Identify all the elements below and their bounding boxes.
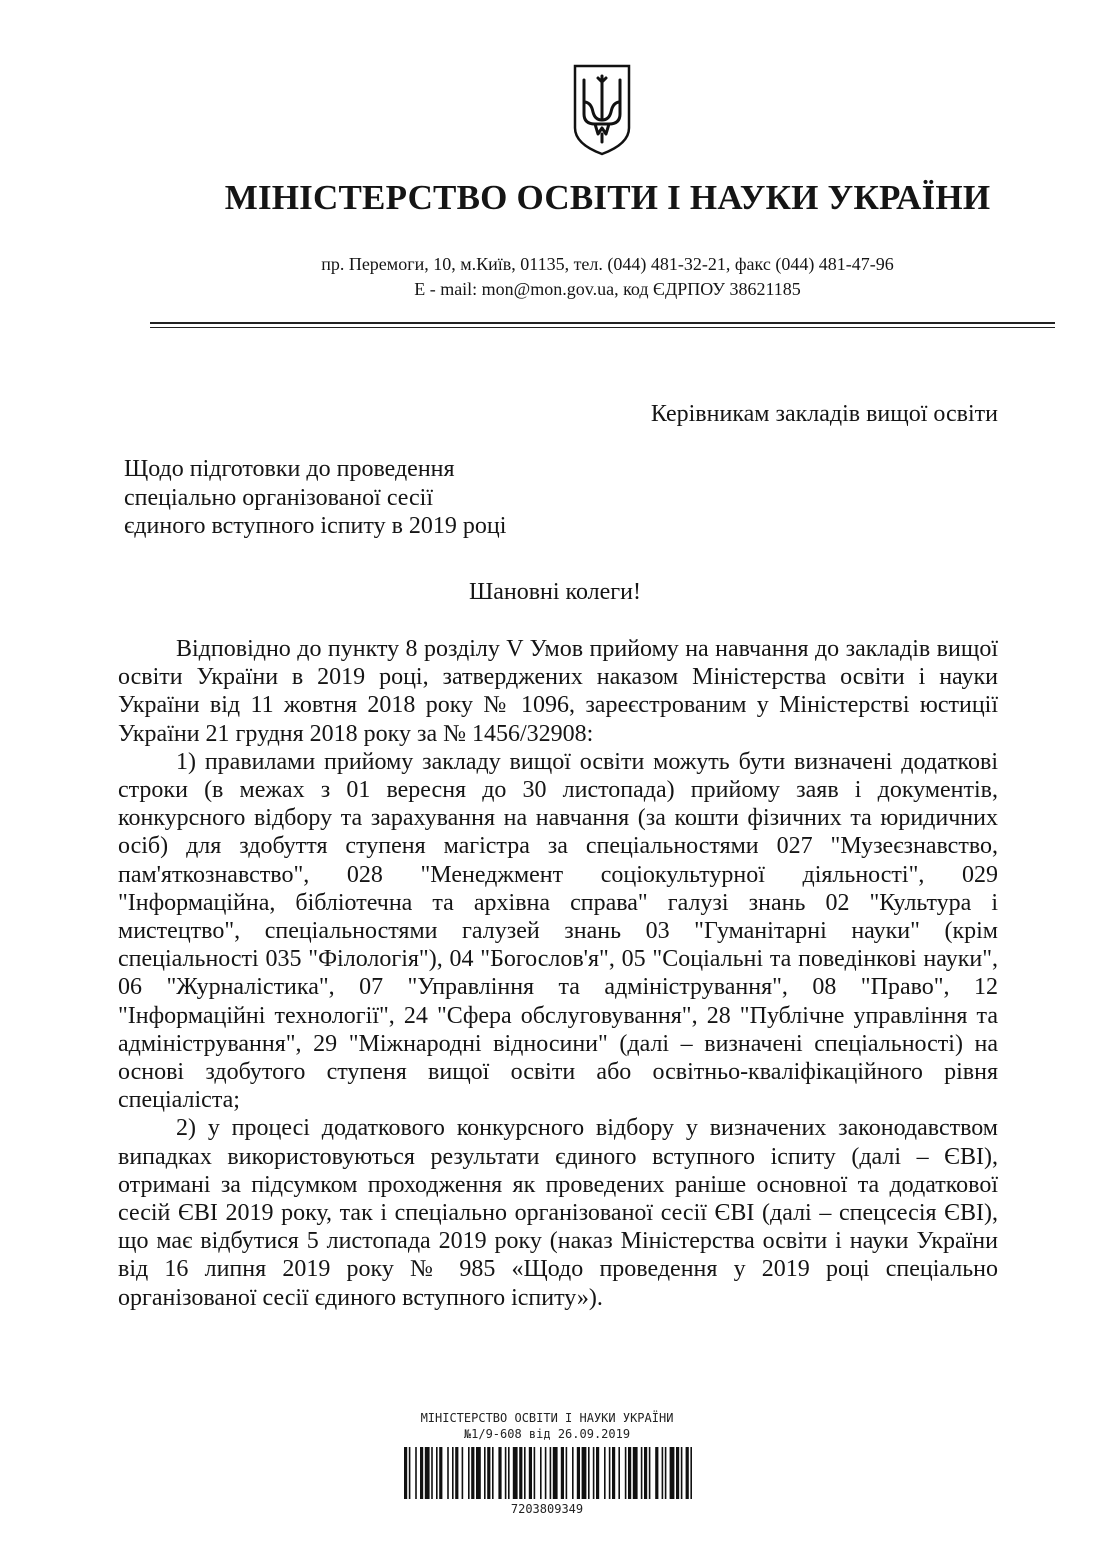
- letter-body: [118, 635, 998, 1312]
- header-divider-thin: [150, 327, 1055, 328]
- barcode: [404, 1447, 692, 1499]
- header-divider: [150, 322, 1055, 324]
- contacts-address-line: пр. Перемоги, 10, м.Київ, 01135, тел. (044) 481-32-21, факс (044) 481-47-96: [321, 254, 894, 274]
- registration-stamp: [392, 1410, 702, 1442]
- subject-line: єдиного вступного іспиту в 2019 році: [124, 513, 507, 539]
- ministry-contacts: [0, 252, 1095, 302]
- letter-subject: [124, 455, 506, 541]
- body-paragraph-item-2: 2) у процесі додаткового конкурсного відбору у визначених законодавством випадках використовуються результати єдиного вступного іспиту (далі – ЄВІ), отримані за підсумком проходження як проведених раніше основної та додаткової сесій ЄВІ 2019 року, так і спеціально організованої сесії ЄВІ (далі – спецсесія ЄВІ), що має відбутися 5 листопада 2019 року (наказ Міністерства освіти і науки України від 16 липня 2019 року № 985 «Щодо проведення у 2019 році спеціально організованої сесії єдиного вступного іспиту»).: [118, 1115, 998, 1311]
- salutation: Шановні колеги!: [469, 579, 641, 605]
- body-paragraph-intro: Відповідно до пункту 8 розділу V Умов прийому на навчання до закладів вищої освіти України в 2019 році, затверджених наказом Міністерства освіти і науки України від 11 жовтня 2018 року № 1096, зареєстрованим у Міністерстві юстиції України 21 грудня 2018 року за № 1456/32908:: [118, 636, 998, 747]
- contacts-email-line: E - mail: mon@mon.gov.ua, код ЄДРПОУ 38621185: [414, 279, 801, 299]
- tryzub-emblem-icon: [571, 62, 633, 158]
- subject-line: Щодо підготовки до проведення: [124, 456, 455, 482]
- body-paragraph-item-1: 1) правилами прийому закладу вищої освіти можуть бути визначені додаткові строки (в межах з 01 вересня до 30 листопада) прийому заяв і документів, конкурсного відбору та зарахування на навчання (за кошти фізичних та юридичних осіб) для здобуття ступеня магістра за спеціальностями 027 "Музеєзнавство, пам'яткознавство", 028 "Менеджмент соціокультурної діяльності", 029 "Інформаційна, бібліотечна та архівна справа" галузі знань 02 "Культура і мистецтво", спеціальностями галузей знань 03 "Гуманітарні науки" (крім спеціальності 035 "Філологія"), 04 "Богослов'я", 05 "Соціальні та поведінкові науки", 06 "Журналістика", 07 "Управління та адміністрування", 08 "Право", 12 "Інформаційні технології", 24 "Сфера обслуговування", 28 "Публічне управління та адміністрування", 29 "Міжнародні відносини" (далі – визначені спеціальності) на основі здобутого ступеня вищої освіти або освітньо-кваліфікаційного рівня спеціаліста;: [118, 748, 998, 1114]
- addressee: Керівникам закладів вищої освіти: [650, 401, 998, 427]
- ministry-title: МІНІСТЕРСТВО ОСВІТИ І НАУКИ УКРАЇНИ: [224, 178, 991, 217]
- stamp-organization: МІНІСТЕРСТВО ОСВІТИ І НАУКИ УКРАЇНИ: [420, 1411, 674, 1425]
- stamp-number: №1/9-608 від 26.09.2019: [463, 1427, 631, 1441]
- subject-line: спеціально організованої сесії: [124, 484, 433, 511]
- barcode-number: 7203809349: [510, 1502, 584, 1516]
